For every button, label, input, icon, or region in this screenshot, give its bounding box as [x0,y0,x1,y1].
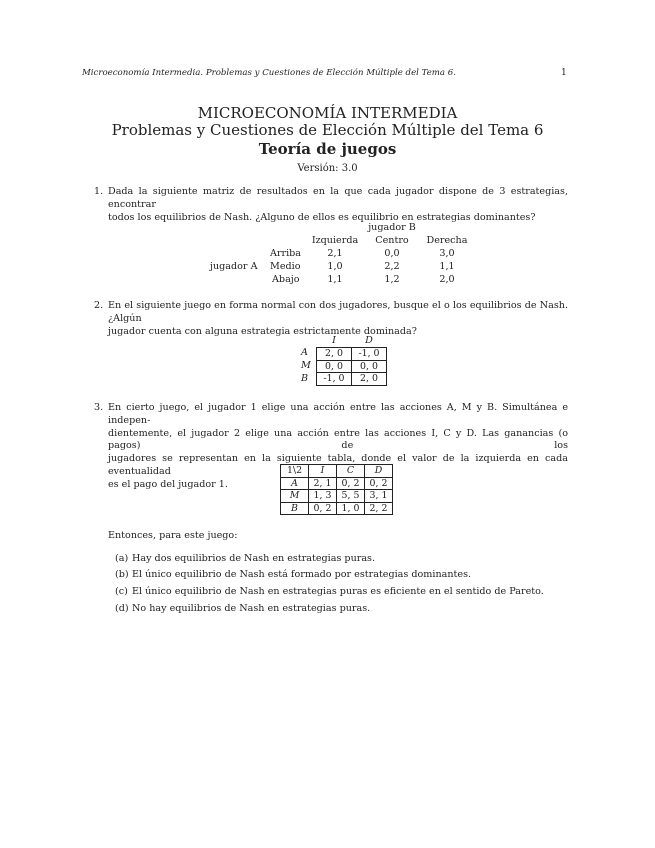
payoff-cell: -1, 0 [352,348,387,361]
question-3-line: jugadores se representan en la siguiente tabla, donde el valor de la izquierda en cada eventualidad [108,453,568,477]
answer-option-c [115,586,544,598]
question-3-line: es el pago del jugador 1. [108,478,228,490]
question-2-line: jugador cuenta con alguna estrategia estrictamente dominada? [108,325,417,337]
question-1-line: Dada la siguiente matriz de resultados en la que cada jugador dispone de 3 estrategias, encontrar [108,186,568,210]
table-row [281,477,393,490]
payoff-cell: 1,2 [384,274,400,285]
payoff-cell: 0, 2 [337,477,365,490]
course-title: MICROECONOMÍA INTERMEDIA [197,104,458,122]
table-row [317,360,387,373]
question-1-line: todos los equilibrios de Nash. ¿Alguno de ellos es equilibrio en estrategias dominantes? [108,211,536,223]
topic-title: Teoría de juegos [258,140,397,158]
table-row [317,348,387,361]
payoff-cell: 5, 5 [337,490,365,503]
payoff-cell: -1, 0 [317,373,352,386]
question-3-number: 3. [94,402,104,413]
column-header: Centro [375,235,409,246]
option-label: (a) [115,553,129,564]
option-label: (c) [115,586,128,597]
question-1-number: 1. [94,186,104,197]
row-header: B [281,502,309,515]
question-2-number: 2. [94,300,104,311]
option-text: No hay equilibrios de Nash en estrategias puras. [132,603,371,614]
column-header: D [365,465,393,478]
page-number: 1 [561,68,567,78]
payoff-cell: 2,2 [384,261,400,272]
payoff-cell: 0, 2 [309,502,337,515]
row-header: B [301,373,309,384]
answer-option-d [115,603,370,615]
payoff-cell: 1,1 [327,274,343,285]
column-header: D [365,335,373,346]
table-corner: 1\2 [281,465,309,478]
question-1-text [108,186,568,224]
payoff-cell: 2, 0 [352,373,387,386]
payoff-cell: 2, 1 [309,477,337,490]
question-2-text [108,300,568,338]
player-b-label: jugador B [368,222,416,233]
payoff-cell: 0, 0 [352,360,387,373]
payoff-cell: 0,0 [384,248,400,259]
document-subtitle: Problemas y Cuestiones de Elección Múltiple del Tema 6 [111,121,544,139]
option-label: (d) [115,603,129,614]
table-row [317,373,387,386]
player-a-label: jugador A [210,261,258,272]
row-header: M [301,360,311,371]
row-header: Arriba [270,248,302,259]
column-header: I [332,335,336,346]
payoff-cell: 2, 2 [365,502,393,515]
payoff-cell: 0, 0 [317,360,352,373]
payoff-table-q3 [280,464,393,515]
payoff-cell: 1, 0 [337,502,365,515]
running-header: Microeconomía Intermedia. Problemas y Cuestiones de Elección Múltiple del Tema 6. [82,68,456,78]
table-row [281,465,393,478]
question-3-line: En cierto juego, el jugador 1 elige una acción entre las acciones A, M y B. Simultánea e indepen- [108,402,568,426]
column-header: I [309,465,337,478]
table-row [281,502,393,515]
table-row [281,490,393,503]
row-header: Medio [270,261,301,272]
option-text: El único equilibrio de Nash está formado por estrategias dominantes. [132,569,472,580]
payoff-cell: 1,0 [327,261,343,272]
answer-option-a [115,553,375,565]
payoff-cell: 3, 1 [365,490,393,503]
payoff-cell: 0, 2 [365,477,393,490]
row-header: Abajo [272,274,300,285]
payoff-table-q2 [316,347,387,386]
row-header: M [281,490,309,503]
payoff-cell: 1, 3 [309,490,337,503]
option-label: (b) [115,569,129,580]
payoff-cell: 1,1 [439,261,455,272]
options-intro: Entonces, para este juego: [108,530,238,541]
option-text: El único equilibrio de Nash en estrategias puras es eficiente en el sentido de Pareto. [132,586,544,597]
column-header: Izquierda [311,235,359,246]
row-header: A [281,477,309,490]
column-header: Derecha [426,235,468,246]
question-3-line: dientemente, el jugador 2 elige una acción entre las acciones I, C y D. Las ganancias (o pagos) de los [108,427,568,452]
payoff-cell: 2, 0 [317,348,352,361]
payoff-cell: 2,1 [327,248,343,259]
payoff-cell: 2,0 [439,274,455,285]
version-label: Versión: 3.0 [297,163,358,174]
row-header: A [301,347,308,358]
option-text: Hay dos equilibrios de Nash en estrategias puras. [132,553,376,564]
answer-option-b [115,569,471,581]
column-header: C [337,465,365,478]
question-2-line: En el siguiente juego en forma normal con dos jugadores, busque el o los equilibrios de Nash. ¿Algún [108,300,568,324]
payoff-cell: 3,0 [439,248,455,259]
